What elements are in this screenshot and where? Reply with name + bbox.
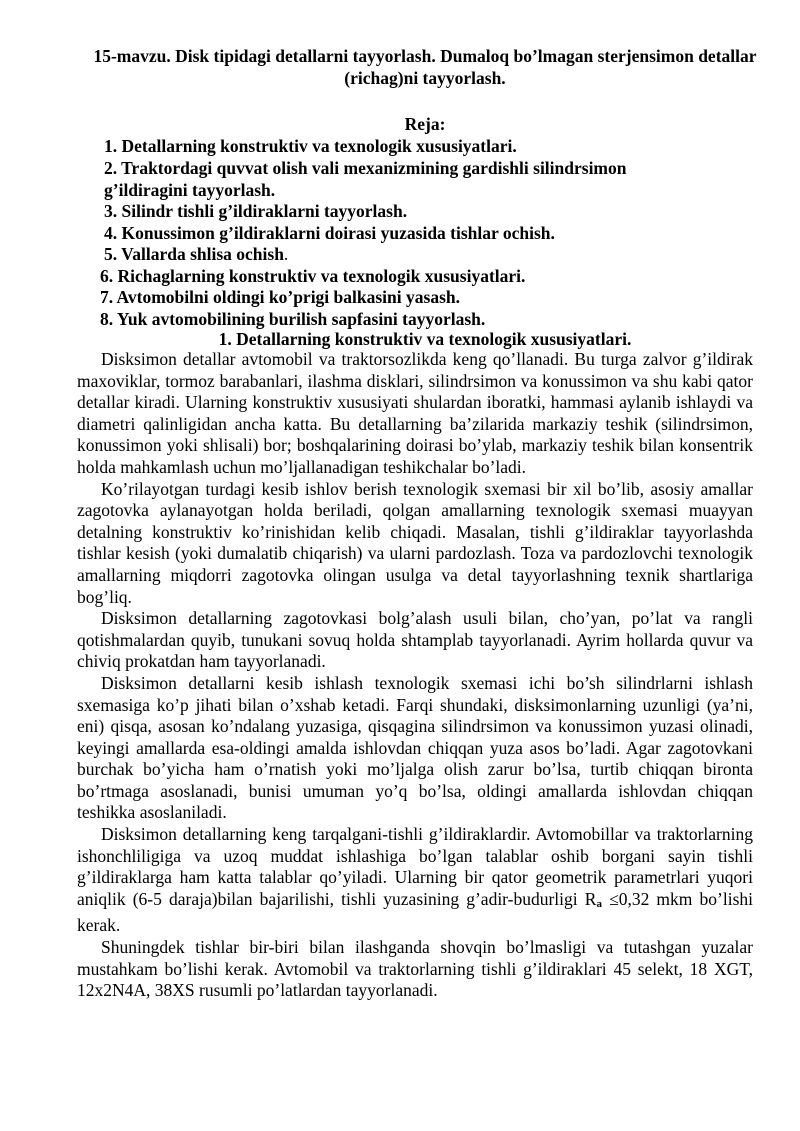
plan-item: 3. Silindr tishli g’ildiraklarni tayyorlash. xyxy=(104,201,408,221)
plan-item: g’ildiragini tayyorlash. xyxy=(104,180,276,200)
paragraph: Disksimon detallarning zagotovkasi bolg’alash usuli bilan, cho’yan, po’lat va rangli qotishmalardan quyib, tunukani sovuq holda shtamplab tayyorlanadi. Ayrim hollarda quvur va chiviq prokatdan ham tayyorlanadi. xyxy=(77,608,753,672)
plan-item xyxy=(104,243,288,265)
roughness-relation: ≤0,32 mkm bo’lishi kerak. xyxy=(77,888,754,936)
roughness-symbol: R xyxy=(584,888,597,909)
plan-item: 8. Yuk avtomobilining burilish sapfasini tayyorlash. xyxy=(100,309,486,329)
body-text xyxy=(77,349,753,1002)
roughness-subscript: a xyxy=(596,897,602,910)
plan-item-period: . xyxy=(283,244,289,264)
plan-item-text: 5. Vallarda shlisa ochish xyxy=(104,244,284,264)
plan-heading: Reja: xyxy=(404,114,446,134)
plan-item: 2. Traktordagi quvvat olish vali mexanizmining gardishli silindrsimon xyxy=(104,158,627,178)
paragraph: Disksimon detallarni kesib ishlash texnologik sxemasi ichi bo’sh silindrlarni ishlash sxemasiga ko’p jihati bilan o’xshab ketadi. Farqi shundaki, disksimonlarning uzunligi (ya’ni, eni) qisqa, asosan ko’ndalang yuzasiga, qisqagina silindrsimon va konussimon yuzasi olinadi, keyingi amallarda esa-oldingi amalda ishlovdan chiqqan yuza asos bo’ladi. Agar zagotovkani burchak bo’yicha ham o’rnatish yoki mo’ljalga olish zarur bo’lsa, turtib chiqqan bironta bo’rtmaga asoslanadi, bunisi umuman yo’q bo’lsa, oldingi amallarda ishlovdan chiqqan teshikka asoslaniladi. xyxy=(77,672,753,823)
paragraph: Ko’rilayotgan turdagi kesib ishlov berish texnologik sxemasi bir xil bo’lib, asosiy amallar zagotovka aylanayotgan holda beriladi, qolgan amallarning texnologik sxemasi muayyan detalning konstruktiv ko’rinishidan kelib chiqadi. Masalan, tishli g’ildiraklar tayyorlashda tishlar kesish (yoki dumalatib chiqarish) va ularni pardozlash. Toza va pardozlovchi texnologik amallarning miqdorri zagotovka olingan usulga va detal tayyorlashning texnik shartlariga bog’liq. xyxy=(77,478,753,607)
plan-item: 6. Richaglarning konstruktiv va texnologik xususiyatlari. xyxy=(100,266,526,286)
page-title: 15-mavzu. Disk tipidagi detallarni tayyorlash. Dumaloq bo’lmagan sterjensimon detallar (richag)ni tayyorlash. xyxy=(93,46,757,88)
plan-item: 4. Konussimon g’ildiraklarni doirasi yuzasida tishlar ochish. xyxy=(104,223,555,243)
paragraph-text: Disksimon detallarning keng tarqalgani-tishli g’ildiraklardir. Avtomobillar va traktorlarning ishonchliligiga va uzoq muddat ishlashiga bo’lgan talablar oshib borgani sayin tishli g’ildiraklarga ham katta talablar qo’yiladi. Ularning bir qator geometrik parametrlari yuqori aniqlik (6-5 daraja)bilan bajarilishi, tishli yuzasining g’adir-budurligi xyxy=(77,824,753,909)
paragraph xyxy=(77,824,753,937)
paragraph: Shuningdek tishlar bir-biri bilan ilashganda shovqin bo’lmasligi va tutashgan yuzalar mustahkam bo’lishi kerak. Avtomobil va traktorlarning tishli g’ildiraklari 45 selekt, 18 XGT, 12x2N4A, 38XS rusumli po’latlardan tayyorlanadi. xyxy=(77,937,753,1001)
plan-item: 7. Avtomobilni oldingi ko’prigi balkasini yasash. xyxy=(100,287,460,307)
section-heading: 1. Detallarning konstruktiv va texnologik xususiyatlari. xyxy=(218,329,632,349)
paragraph: Disksimon detallar avtomobil va traktorsozlikda keng qo’llanadi. Bu turga zalvor g’ildirak maxoviklar, tormoz barabanlari, ilashma disklari, silindrsimon va konussimon va shu kabi qator detallar kiradi. Ularning konstruktiv xususiyati shulardan iboratki, hammasi aylanib ishlaydi va diametri qalinligidan ancha katta. Bu detallarning ba’zilarida markaziy teshik (silindrsimon, konussimon yoki shlisali) bor; boshqalarining doirasi bo’ylab, markaziy teshik bilan konsentrik holda mahkamlash uchun mo’ljallanadigan teshikchalar bo’ladi. xyxy=(77,349,753,477)
plan-item: 1. Detallarning konstruktiv va texnologik xususiyatlari. xyxy=(104,136,517,156)
